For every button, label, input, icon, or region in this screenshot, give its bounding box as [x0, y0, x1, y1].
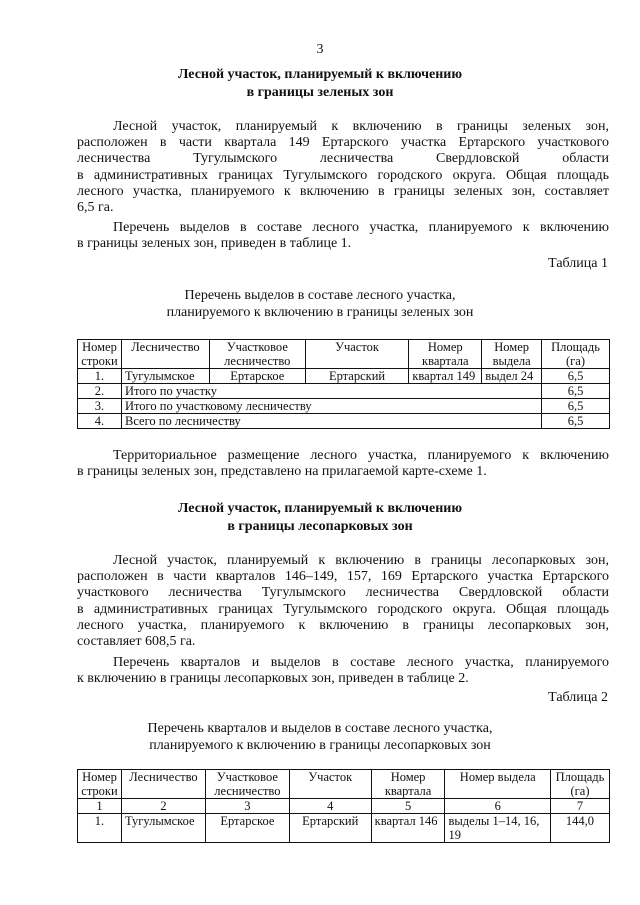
table-cell: квартал 149 [409, 369, 482, 384]
section1-paragraph-2 [77, 220, 609, 252]
header-cell: Номер выдела [445, 770, 551, 799]
column-number-cell: 5 [371, 799, 445, 814]
table-cell: 6,5 [542, 384, 610, 399]
text-line: лесничества Тугулымского лесничества Свердловской области [77, 151, 609, 167]
table-cell: Ертарское [205, 814, 289, 843]
table-cell: Ертарское [209, 369, 305, 384]
text-line: 6,5 га. [77, 200, 114, 216]
table-row [78, 814, 610, 843]
table-cell: 6,5 [542, 399, 610, 414]
header-cell: Номер квартала [371, 770, 445, 799]
header-cell: Участок [305, 340, 409, 369]
text-line: Лесной участок, планируемый к включению в границы зеленых зон, [113, 119, 609, 134]
section1-paragraph-1 [77, 119, 609, 216]
table-cell: Тугулымское [121, 369, 209, 384]
table-cell: выдел 24 [482, 369, 542, 384]
text-line: Лесной участок, планируемый к включению в границы лесопарковых зон, [113, 553, 609, 568]
text-line: расположен в части квартала 149 Ертарского участка Ертарского участкового [77, 135, 609, 151]
table-cell: 6,5 [542, 414, 610, 429]
column-number-cell: 1 [78, 799, 122, 814]
column-number-cell: 2 [121, 799, 205, 814]
header-cell: Номер квартала [409, 340, 482, 369]
table-2 [77, 769, 610, 843]
section2-heading [0, 500, 640, 536]
text-line: к включению в границы лесопарковых зон, приведен в таблице 2. [77, 671, 469, 687]
title-line: планируемого к включению в границы зеленых зон [166, 305, 474, 320]
text-line: в границы зеленых зон, представлено на прилагаемой карте-схеме 1. [77, 464, 487, 480]
text-line: лесного участка, планируемого к включению в границы зеленых зон, составляет [77, 183, 609, 199]
header-cell: Участок [289, 770, 371, 799]
title-line: планируемого к включению в границы лесопарковых зон [149, 738, 491, 753]
table-header-row [78, 340, 610, 369]
column-number-cell: 7 [550, 799, 609, 814]
table-cell: Ертарский [305, 369, 409, 384]
table-cell: 2. [78, 384, 122, 399]
table-header-row [78, 770, 610, 799]
table-cell: 3. [78, 399, 122, 414]
heading-line: в границы лесопарковых зон [227, 519, 413, 534]
title-line: Перечень кварталов и выделов в составе лесного участка, [147, 721, 493, 736]
table-cell: Тугулымское [121, 814, 205, 843]
text-line: составляет 608,5 га. [77, 634, 196, 650]
heading-line: Лесной участок, планируемый к включению [177, 501, 463, 516]
text-line: в границы зеленых зон, приведен в таблице 1. [77, 236, 352, 252]
table-row [78, 369, 610, 384]
table-cell: 6,5 [542, 369, 610, 384]
section1-paragraph-3 [77, 448, 609, 480]
table-1-title [0, 287, 640, 321]
section2-paragraph-2 [77, 655, 609, 687]
table-row [78, 384, 610, 399]
header-cell: Участковое лесничество [205, 770, 289, 799]
header-cell: Лесничество [121, 340, 209, 369]
text-line: Территориальное размещение лесного участка, планируемого к включению [113, 448, 609, 463]
table-cell: Ертарский [289, 814, 371, 843]
table-cell: Итого по участку [121, 384, 541, 399]
table-cell: выделы 1–14, 16, 19 [445, 814, 551, 843]
section2-paragraph-1 [77, 553, 609, 650]
table-2-title [0, 720, 640, 754]
column-number-cell: 6 [445, 799, 551, 814]
header-cell: Номер строки [78, 770, 122, 799]
title-line: Перечень выделов в составе лесного участка, [184, 288, 456, 303]
text-line: в административных границах Тугулымского городского округа. Общая площадь [77, 601, 609, 617]
header-cell: Номер строки [78, 340, 122, 369]
table-2-label: Таблица 2 [548, 690, 608, 705]
column-number-row [78, 799, 610, 814]
column-number-cell: 4 [289, 799, 371, 814]
section1-heading [0, 66, 640, 102]
table-row [78, 414, 610, 429]
text-line: Перечень кварталов и выделов в составе лесного участка, планируемого [113, 655, 609, 670]
header-cell: Участковое лесничество [209, 340, 305, 369]
page-number: 3 [316, 42, 324, 57]
heading-line: Лесной участок, планируемый к включению [177, 67, 463, 82]
table-cell: 144,0 [550, 814, 609, 843]
table-cell: 1. [78, 369, 122, 384]
table-1 [77, 339, 610, 429]
header-cell: Площадь (га) [542, 340, 610, 369]
table-row [78, 399, 610, 414]
text-line: участкового лесничества Тугулымского лесничества Свердловской области [77, 585, 609, 601]
header-cell: Лесничество [121, 770, 205, 799]
column-number-cell: 3 [205, 799, 289, 814]
header-cell: Площадь (га) [550, 770, 609, 799]
text-line: расположен в части кварталов 146–149, 157, 169 Ертарского участка Ертарского [77, 569, 609, 585]
table-cell: Итого по участковому лесничеству [121, 399, 541, 414]
heading-line: в границы зеленых зон [246, 85, 394, 100]
text-line: Перечень выделов в составе лесного участка, планируемого к включению [113, 220, 609, 235]
table-cell: Всего по лесничеству [121, 414, 541, 429]
table-cell: квартал 146 [371, 814, 445, 843]
table-1-label: Таблица 1 [548, 256, 608, 271]
table-cell: 1. [78, 814, 122, 843]
header-cell: Номер выдела [482, 340, 542, 369]
table-cell: 4. [78, 414, 122, 429]
text-line: лесного участка, планируемого к включению в границы лесопарковых зон, [77, 617, 609, 633]
text-line: в административных границах Тугулымского городского округа. Общая площадь [77, 167, 609, 183]
